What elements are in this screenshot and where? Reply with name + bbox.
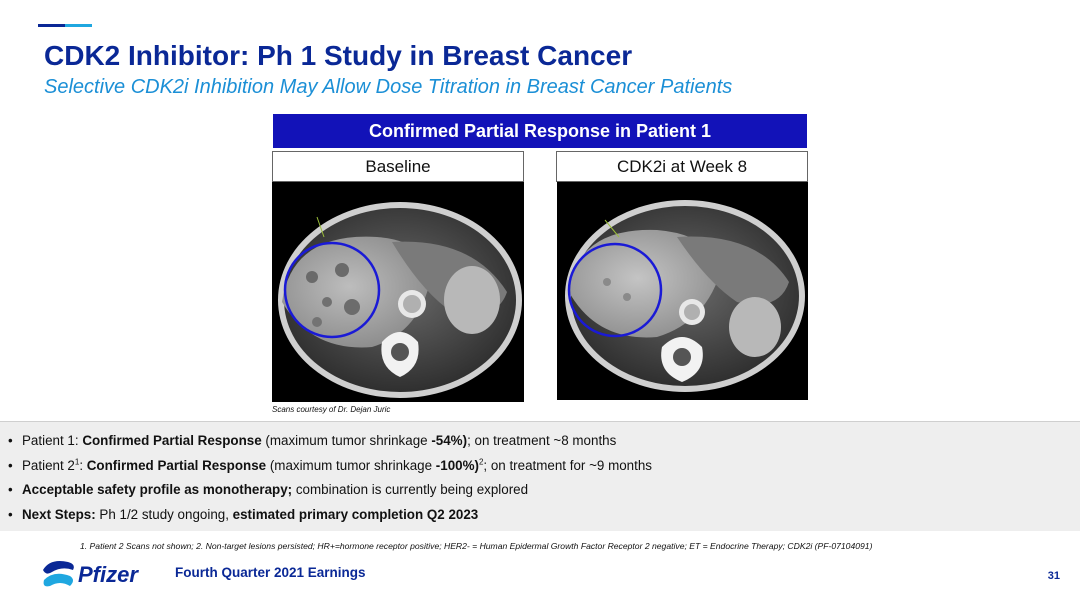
bullet-bold: -54%)	[431, 433, 468, 448]
pfizer-logo-icon	[40, 554, 150, 594]
bullet-bold: Acceptable safety profile as monotherapy;	[22, 482, 293, 498]
bullet-text: Patient 2	[22, 457, 75, 473]
bullet-dot: •	[8, 433, 13, 448]
bullet-text: ; on treatment ~8 months	[467, 433, 617, 448]
bullet-next-steps	[8, 503, 1080, 528]
bullet-bold: estimated primary completion Q2 2023	[232, 506, 479, 522]
week8-ct-scan	[557, 182, 808, 400]
bullet-safety	[8, 478, 1080, 503]
bullet-text: Ph 1/2 study ongoing,	[95, 506, 233, 522]
week8-label: CDK2i at Week 8	[556, 151, 808, 182]
footnote: 1. Patient 2 Scans not shown; 2. Non-target lesions persisted; HR+=hormone receptor positive; HER2- = Human Epidermal Growth Factor Receptor 2 negative; ET = Endocrine Therapy; CDK2i (PF-07104091)	[80, 541, 873, 551]
earnings-label: Fourth Quarter 2021 Earnings	[175, 565, 366, 580]
bullet-bold: Confirmed Partial Response	[82, 433, 262, 448]
accent-bar-dark	[38, 24, 65, 27]
slide-subtitle: Selective CDK2i Inhibition May Allow Dose Titration in Breast Cancer Patients	[44, 76, 733, 98]
bullet-dot: •	[8, 506, 13, 522]
findings-list	[0, 422, 1080, 527]
bullet-bold: -100%)	[435, 457, 479, 473]
pfizer-logo	[40, 554, 150, 594]
slide-title: CDK2 Inhibitor: Ph 1 Study in Breast Cancer	[44, 40, 633, 71]
title-accent-bar	[38, 24, 92, 27]
accent-bar-light	[65, 24, 92, 27]
bullet-text: (maximum tumor shrinkage	[261, 433, 432, 448]
bullet-dot: •	[8, 457, 13, 473]
baseline-label: Baseline	[272, 151, 524, 182]
bullet-text: Patient 1:	[22, 433, 83, 448]
bullet-patient-1	[8, 429, 1080, 454]
page-number: 31	[1047, 570, 1060, 582]
bullet-bold: Next Steps:	[22, 506, 96, 522]
figure-banner: Confirmed Partial Response in Patient 1	[273, 114, 807, 148]
bullet-patient-2	[8, 454, 1080, 479]
bullet-text: ; on treatment for ~9 months	[483, 457, 652, 473]
findings-panel	[0, 421, 1080, 531]
bullet-text: :	[79, 457, 87, 473]
logo-wordmark: Pfizer	[78, 562, 138, 587]
bullet-bold: Confirmed Partial Response	[86, 457, 267, 473]
bullet-superscript: 1	[74, 457, 80, 467]
bullet-text: (maximum tumor shrinkage	[266, 457, 436, 473]
baseline-ct-scan	[272, 182, 524, 402]
bullet-text: combination is currently being explored	[292, 482, 529, 498]
bullet-superscript: 2	[478, 457, 484, 467]
bullet-dot: •	[8, 482, 13, 498]
scan-credit: Scans courtesy of Dr. Dejan Juric	[272, 405, 391, 414]
